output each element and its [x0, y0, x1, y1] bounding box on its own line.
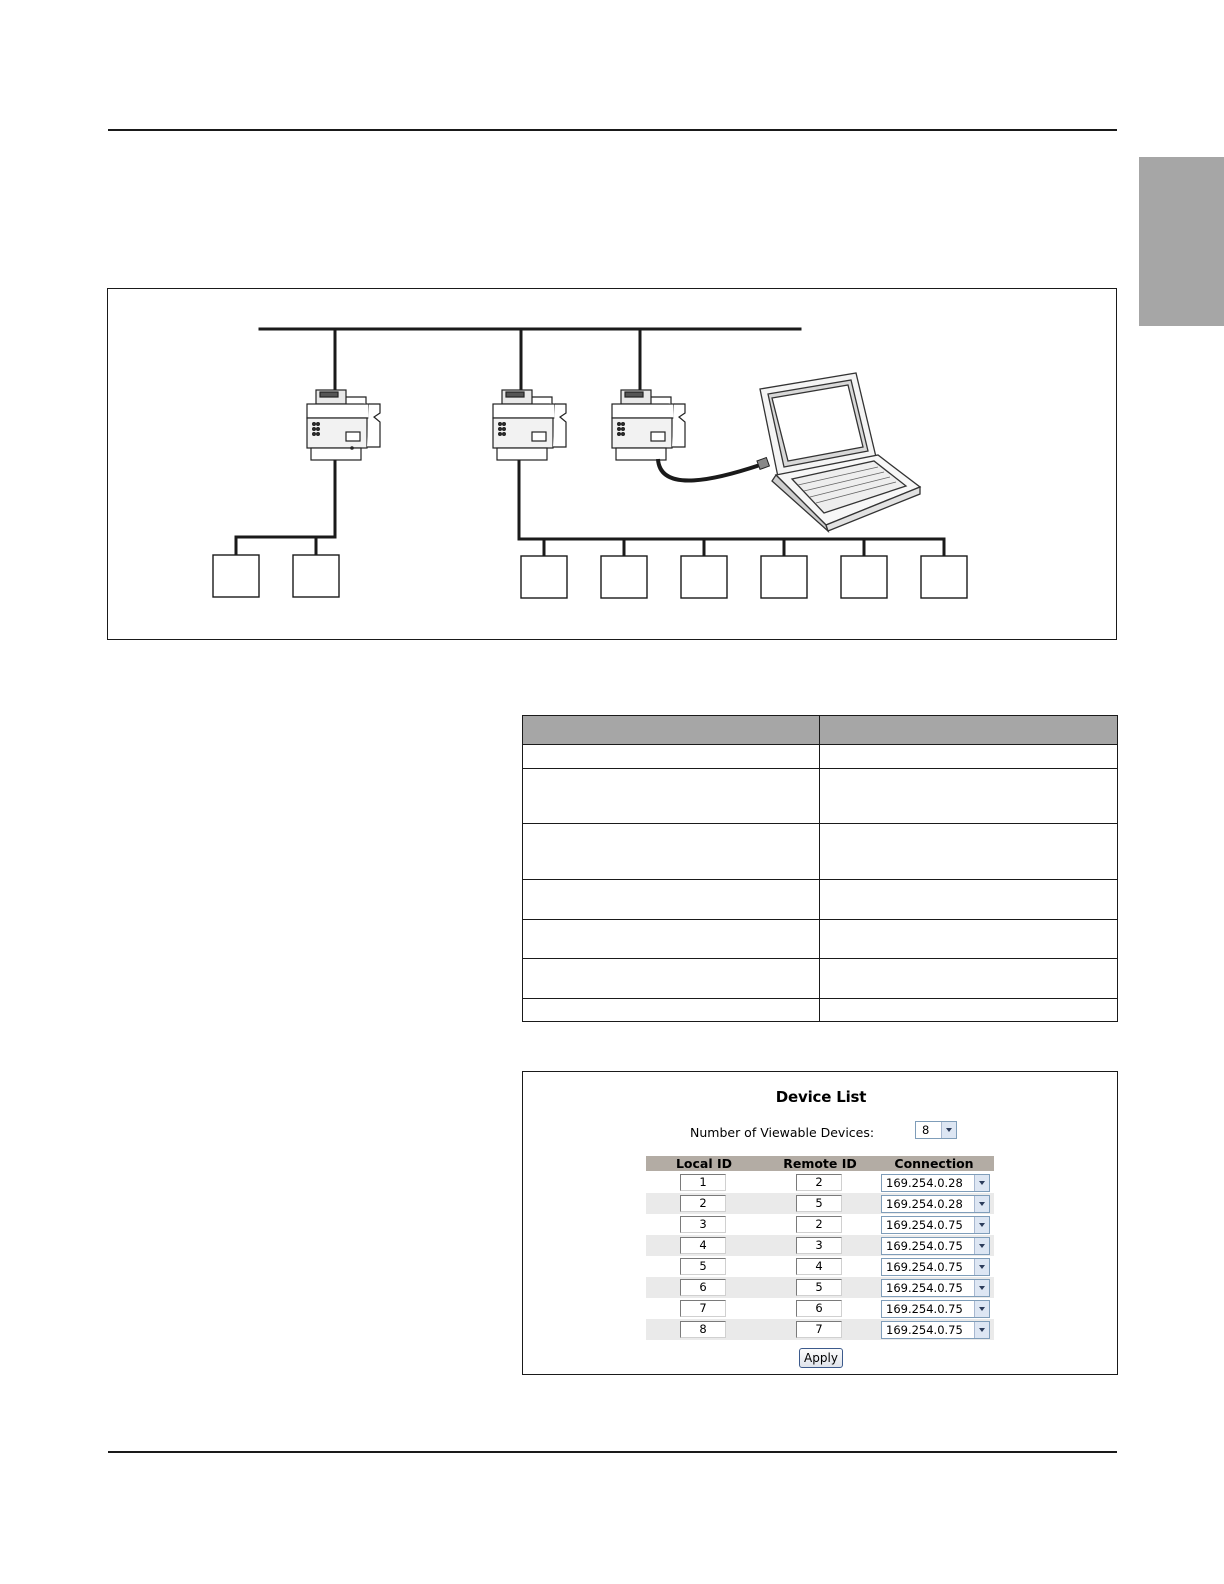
device-row [646, 1319, 994, 1340]
device-row [646, 1277, 994, 1298]
remote-id-input[interactable]: 2 [796, 1216, 842, 1233]
connection-value: 169.254.0.28 [886, 1197, 963, 1211]
gateway-module-2 [493, 390, 566, 460]
slave-device-box [213, 555, 259, 597]
spec-table-row [523, 920, 1118, 959]
connection-select[interactable] [881, 1174, 990, 1192]
laptop-cable [658, 459, 760, 481]
slave-device-box [921, 556, 967, 598]
remote-id-input[interactable]: 3 [796, 1237, 842, 1254]
remote-id-input[interactable]: 5 [796, 1195, 842, 1212]
remote-id-input[interactable]: 4 [796, 1258, 842, 1275]
column-header-local-id: Local ID [675, 1156, 733, 1171]
column-header-remote-id: Remote ID [783, 1156, 857, 1171]
device-list-panel [522, 1071, 1118, 1375]
device-grid-header [646, 1156, 994, 1171]
local-id-input[interactable]: 8 [680, 1321, 726, 1338]
connection-value: 169.254.0.75 [886, 1260, 963, 1274]
slave-device-box [841, 556, 887, 598]
spec-table-row [523, 769, 1118, 824]
network-diagram-drawing [108, 289, 1118, 641]
slave-device-box [601, 556, 647, 598]
connection-select[interactable] [881, 1279, 990, 1297]
viewable-devices-label: Number of Viewable Devices: [690, 1125, 875, 1140]
remote-id-input[interactable]: 5 [796, 1279, 842, 1296]
connection-value: 169.254.0.75 [886, 1239, 963, 1253]
connection-select[interactable] [881, 1237, 990, 1255]
header-rule [108, 129, 1117, 131]
laptop-icon [760, 373, 920, 531]
device-row [646, 1172, 994, 1193]
local-id-input[interactable]: 1 [680, 1174, 726, 1191]
viewable-devices-select[interactable] [915, 1121, 957, 1139]
spec-table-header-cell [820, 716, 1118, 745]
connection-value: 169.254.0.75 [886, 1302, 963, 1316]
connection-select[interactable] [881, 1300, 990, 1318]
chevron-down-icon [974, 1217, 989, 1233]
apply-button[interactable]: Apply [799, 1348, 843, 1368]
connection-select[interactable] [881, 1195, 990, 1213]
spec-table-row [523, 880, 1118, 920]
gateway-module-1 [307, 390, 380, 460]
chevron-down-icon [974, 1280, 989, 1296]
section-tab [1139, 157, 1224, 326]
column-header-connection: Connection [894, 1156, 974, 1171]
connection-select[interactable] [881, 1321, 990, 1339]
connection-select[interactable] [881, 1216, 990, 1234]
slave-device-box [761, 556, 807, 598]
slave-device-box [521, 556, 567, 598]
device-row [646, 1298, 994, 1319]
chevron-down-icon [974, 1322, 989, 1338]
chevron-down-icon [941, 1122, 956, 1138]
connection-value: 169.254.0.75 [886, 1218, 963, 1232]
spec-table-header-cell [523, 716, 820, 745]
network-diagram [107, 288, 1117, 640]
slave-device-box [681, 556, 727, 598]
local-id-input[interactable]: 7 [680, 1300, 726, 1317]
spec-table-row [523, 824, 1118, 880]
chevron-down-icon [974, 1175, 989, 1191]
connection-value: 169.254.0.75 [886, 1323, 963, 1337]
device-row [646, 1235, 994, 1256]
remote-id-input[interactable]: 2 [796, 1174, 842, 1191]
chevron-down-icon [974, 1238, 989, 1254]
spec-table [522, 715, 1118, 1022]
local-id-input[interactable]: 6 [680, 1279, 726, 1296]
chevron-down-icon [974, 1259, 989, 1275]
device-row [646, 1193, 994, 1214]
spec-table-row [523, 745, 1118, 769]
remote-id-input[interactable]: 6 [796, 1300, 842, 1317]
connection-value: 169.254.0.75 [886, 1281, 963, 1295]
chevron-down-icon [974, 1196, 989, 1212]
local-id-input[interactable]: 5 [680, 1258, 726, 1275]
device-list-title: Device List [775, 1088, 867, 1106]
slave-device-box [293, 555, 339, 597]
device-row [646, 1256, 994, 1277]
viewable-devices-value: 8 [922, 1123, 930, 1137]
spec-table-row [523, 999, 1118, 1022]
spec-table-row [523, 959, 1118, 999]
spec-table-header-row [523, 716, 1118, 745]
remote-id-input[interactable]: 7 [796, 1321, 842, 1338]
gateway-module-3 [612, 390, 685, 460]
footer-rule [108, 1451, 1117, 1453]
connection-select[interactable] [881, 1258, 990, 1276]
connection-value: 169.254.0.28 [886, 1176, 963, 1190]
chevron-down-icon [974, 1301, 989, 1317]
device-row [646, 1214, 994, 1235]
local-id-input[interactable]: 2 [680, 1195, 726, 1212]
local-id-input[interactable]: 4 [680, 1237, 726, 1254]
local-id-input[interactable]: 3 [680, 1216, 726, 1233]
